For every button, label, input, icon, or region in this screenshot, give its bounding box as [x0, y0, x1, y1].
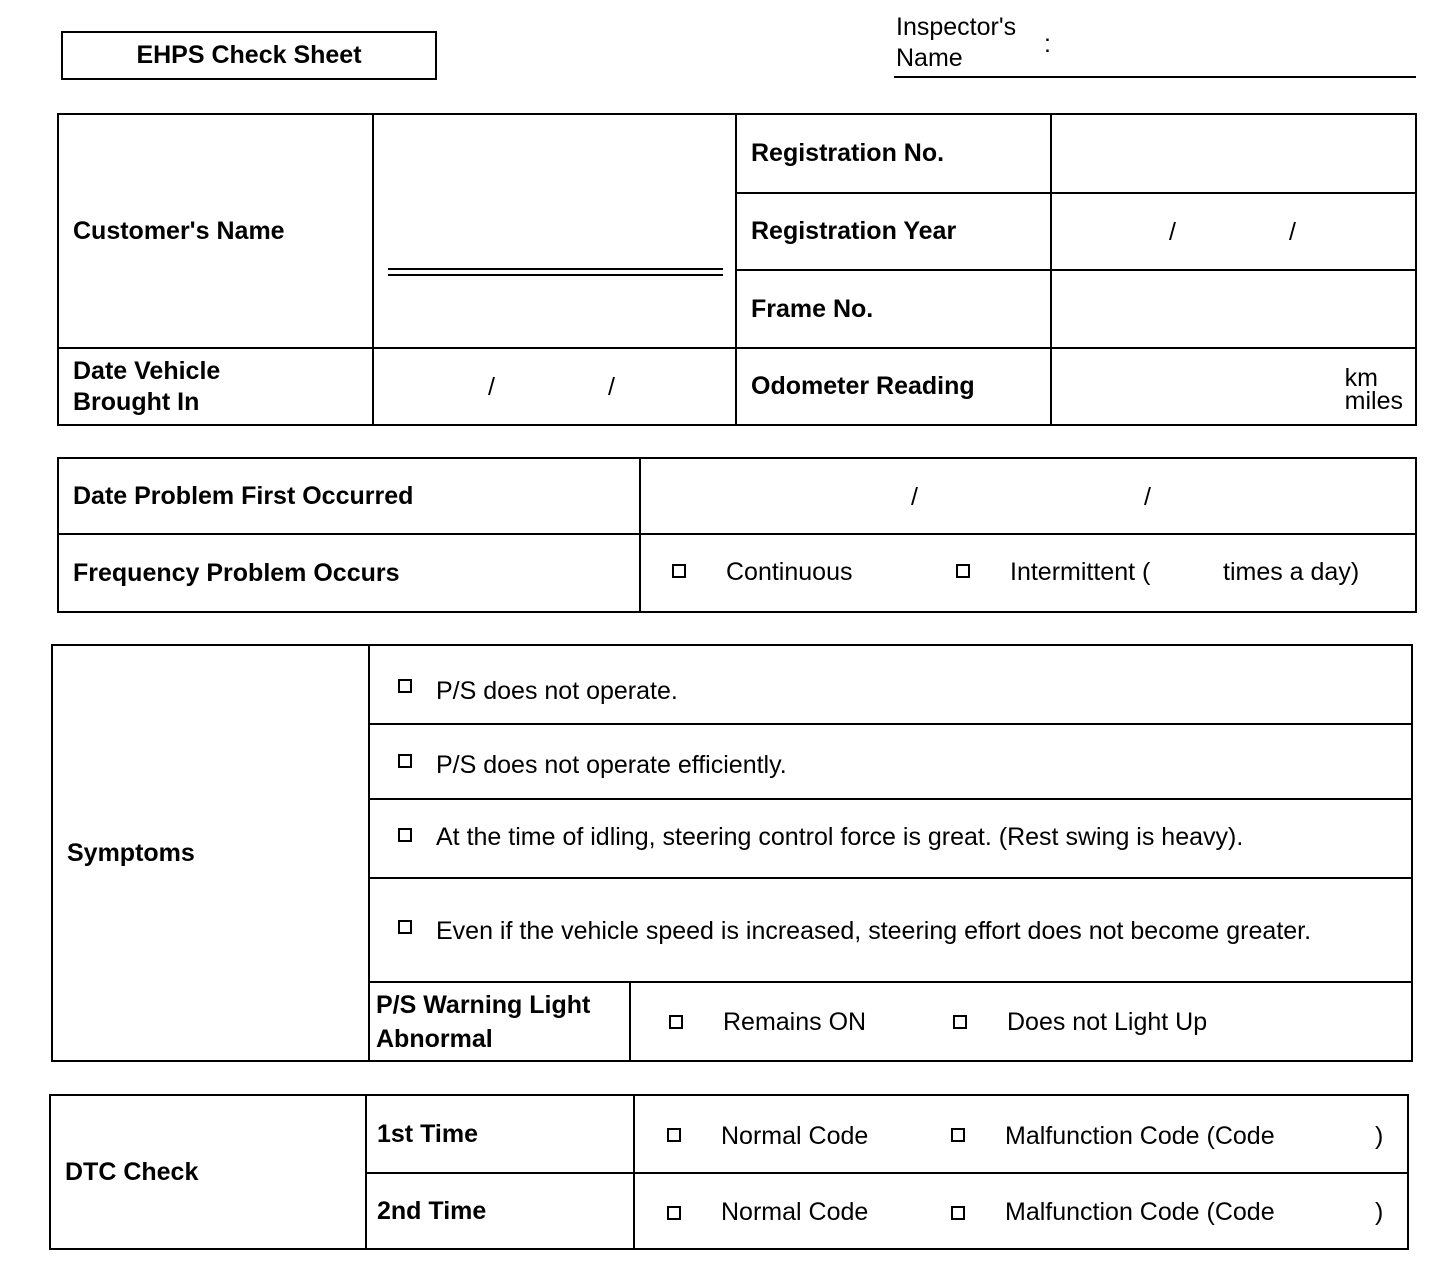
symptom-row — [369, 878, 1412, 982]
odometer-label: Odometer Reading — [736, 348, 1051, 425]
inspector-name-field[interactable] — [894, 76, 1416, 78]
does-not-light-label: Does not Light Up — [1007, 1008, 1208, 1036]
symptom-checkbox[interactable] — [398, 679, 412, 693]
normal-code-checkbox[interactable] — [667, 1128, 681, 1142]
first-occurred-label: Date Problem First Occurred — [58, 458, 640, 534]
date-separator: / — [488, 373, 495, 401]
date-separator: / — [1169, 218, 1176, 246]
warning-light-label: P/S Warning Light Abnormal — [369, 982, 630, 1061]
does-not-light-checkbox[interactable] — [953, 1015, 967, 1029]
registration-year-label: Registration Year — [736, 193, 1051, 270]
symptom-text: P/S does not operate efficiently. — [436, 751, 787, 779]
registration-no-label: Registration No. — [736, 114, 1051, 193]
symptom-checkbox[interactable] — [398, 828, 412, 842]
malfunction-code-checkbox[interactable] — [951, 1128, 965, 1142]
malfunction-code-close: ) — [1375, 1198, 1384, 1226]
date-separator: / — [608, 373, 615, 401]
date-separator: / — [1144, 483, 1151, 511]
times-a-day-label: times a day) — [1223, 558, 1360, 586]
date-brought-in-field[interactable] — [373, 348, 736, 425]
normal-code-checkbox[interactable] — [667, 1206, 681, 1220]
symptom-checkbox[interactable] — [398, 920, 412, 934]
first-occurred-field[interactable] — [640, 458, 1416, 534]
dtc-row-options — [634, 1095, 1408, 1173]
symptom-text: Even if the vehicle speed is increased, steering effort does not become greater. — [436, 917, 1312, 945]
normal-code-label: Normal Code — [721, 1122, 869, 1150]
intermittent-checkbox[interactable] — [956, 564, 970, 578]
malfunction-code-label: Malfunction Code (Code — [1005, 1198, 1275, 1226]
registration-year-field[interactable] — [1051, 193, 1416, 270]
frequency-label: Frequency Problem Occurs — [58, 534, 640, 612]
dtc-row-options — [634, 1173, 1408, 1249]
remains-on-checkbox[interactable] — [669, 1015, 683, 1029]
dtc-table — [49, 1094, 1409, 1250]
normal-code-label: Normal Code — [721, 1198, 869, 1226]
symptom-text: At the time of idling, steering control force is great. (Rest swing is heavy). — [436, 823, 1244, 851]
odometer-units: km miles — [1344, 364, 1403, 415]
customer-name-double-line — [388, 268, 723, 276]
sheet-title: EHPS Check Sheet — [61, 31, 437, 80]
remains-on-label: Remains ON — [723, 1008, 867, 1036]
symptom-row — [369, 645, 1412, 724]
symptom-checkbox[interactable] — [398, 754, 412, 768]
symptoms-table — [51, 644, 1413, 1062]
frame-no-label: Frame No. — [736, 270, 1051, 348]
symptom-row — [369, 724, 1412, 799]
odometer-field[interactable] — [1051, 348, 1416, 425]
continuous-label: Continuous — [726, 558, 853, 586]
warning-light-options — [630, 982, 1412, 1061]
malfunction-code-close: ) — [1375, 1122, 1384, 1150]
problem-table — [57, 457, 1417, 613]
inspector-name-label: Inspector's Name — [896, 13, 1017, 72]
customer-name-label: Customer's Name — [58, 114, 373, 348]
symptom-row — [369, 799, 1412, 878]
symptoms-label: Symptoms — [52, 645, 369, 1061]
customer-name-field[interactable] — [373, 114, 736, 348]
dtc-row-label: 2nd Time — [366, 1173, 634, 1249]
continuous-checkbox[interactable] — [672, 564, 686, 578]
dtc-row-label: 1st Time — [366, 1095, 634, 1173]
dtc-check-label: DTC Check — [50, 1095, 366, 1249]
date-separator: / — [1289, 218, 1296, 246]
symptom-text: P/S does not operate. — [436, 677, 678, 705]
malfunction-code-checkbox[interactable] — [951, 1206, 965, 1220]
frequency-options — [640, 534, 1416, 612]
date-separator: / — [911, 483, 918, 511]
inspector-colon: : — [1044, 30, 1051, 58]
vehicle-info-table — [57, 113, 1417, 426]
date-brought-in-label: Date Vehicle Brought In — [58, 348, 373, 425]
intermittent-label: Intermittent ( — [1010, 558, 1151, 586]
malfunction-code-label: Malfunction Code (Code — [1005, 1122, 1275, 1150]
registration-no-field[interactable] — [1051, 114, 1416, 193]
frame-no-field[interactable] — [1051, 270, 1416, 348]
